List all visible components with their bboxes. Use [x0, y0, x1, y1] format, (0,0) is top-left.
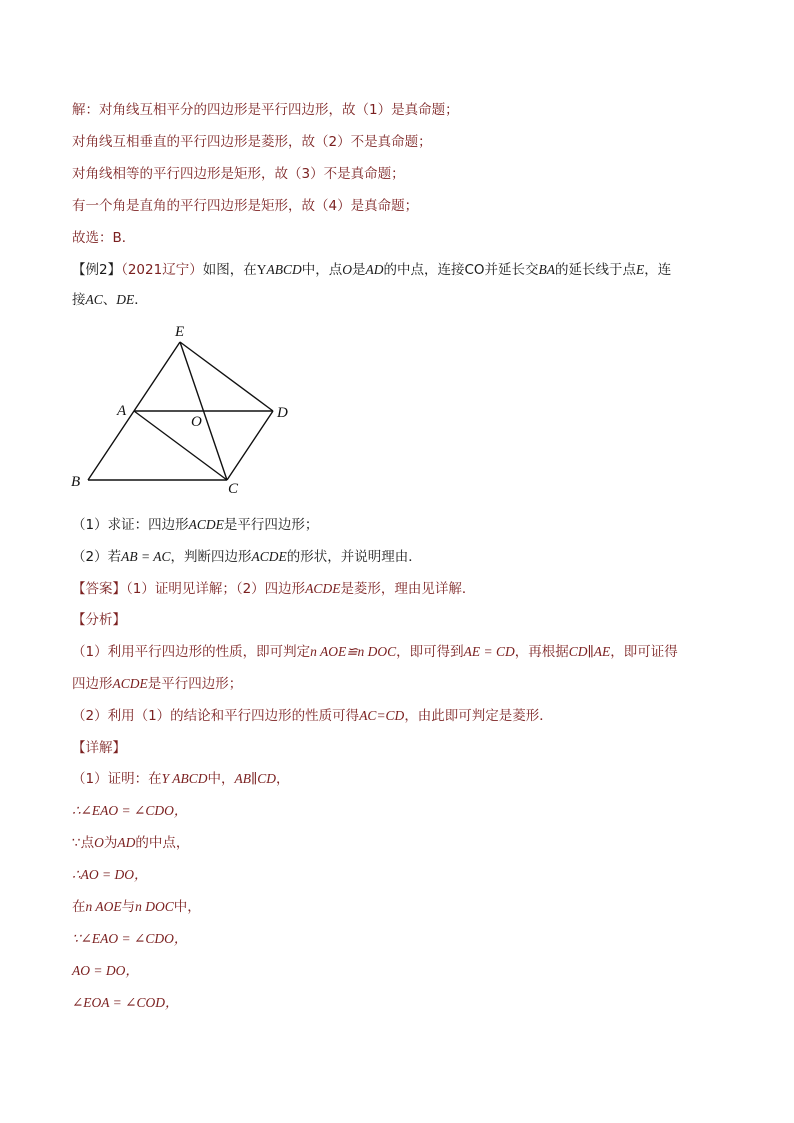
math-ba: BA — [538, 262, 556, 277]
math-acde: ACDE — [188, 517, 224, 532]
detail-text: ， — [275, 771, 290, 787]
detail-text: 在 — [72, 899, 86, 915]
math-acde: ACDE — [251, 549, 287, 564]
detail-text: ∵点 — [72, 835, 95, 851]
answer-text: 是菱形，理由见详解． — [340, 581, 476, 597]
question-1 — [72, 515, 318, 535]
example-text: 、 — [102, 292, 117, 308]
label-c: C — [228, 481, 239, 497]
math-ad: AD — [117, 835, 136, 850]
detail-text: 中， — [173, 899, 201, 915]
analysis-text: ，再根据 — [514, 644, 569, 660]
analysis-line-2 — [72, 674, 242, 694]
solution-line-2: 对角线互相垂直的平行四边形是菱形，故（2）不是真命题； — [72, 134, 432, 150]
detail-line-2: ∴∠EAO = ∠CDO， — [72, 803, 188, 818]
segment-dc — [227, 411, 273, 480]
solution-line-1: 解：对角线互相平分的四边形是平行四边形，故（1）是真命题； — [72, 102, 459, 118]
example-text: 的中点，连接CO并延长交 — [383, 262, 539, 278]
analysis-text: ，即可证得 — [610, 644, 678, 660]
solution-line-5: 故选：B． — [72, 230, 136, 246]
detail-label: 【详解】 — [72, 740, 126, 756]
question-text: （1）求证：四边形 — [72, 517, 189, 533]
solution-line-4: 有一个角是直角的平行四边形是矩形，故（4）是真命题； — [72, 198, 419, 214]
detail-text: 的中点， — [135, 835, 190, 851]
analysis-text: ，即可得到 — [396, 644, 464, 660]
analysis-label: 【分析】 — [72, 612, 126, 628]
math-triangle-aoe: n AOE — [85, 899, 122, 914]
segment-ed — [180, 342, 273, 411]
analysis-text: 是平行四边形； — [147, 676, 243, 692]
math-o: O — [342, 262, 352, 277]
example-text: 如图，在 — [202, 262, 257, 278]
math-e: E — [636, 262, 645, 277]
answer-label: 【答案】 — [72, 581, 126, 597]
detail-text: （1）证明：在 — [72, 771, 162, 787]
example-text: 是 — [351, 262, 366, 278]
segment-ac — [134, 411, 227, 480]
detail-text: 中， — [207, 771, 235, 787]
analysis-text: （1）利用平行四边形的性质，即可判定 — [72, 644, 311, 660]
analysis-text: （2）利用（1）的结论和平行四边形的性质可得 — [72, 708, 360, 724]
detail-line-3 — [72, 833, 189, 853]
analysis-line-1 — [72, 642, 678, 662]
math-ac: AC — [85, 292, 103, 307]
math-acde: ACDE — [305, 581, 341, 596]
example-line-2 — [72, 290, 148, 310]
geometry-figure — [65, 318, 305, 498]
example-text: 的延长线于点 — [555, 262, 637, 278]
math-de: DE — [116, 292, 135, 307]
label-d: D — [277, 405, 288, 421]
detail-line-1 — [72, 769, 289, 789]
analysis-line-3 — [72, 706, 553, 726]
label-b: B — [71, 474, 81, 490]
math-ac-eq-cd: AC=CD — [359, 708, 405, 723]
example-text: 接 — [72, 292, 86, 308]
math-cd-parallel-ae: CD∥AE — [568, 644, 611, 659]
example-label: 【例2】 — [72, 262, 122, 278]
answer-text: （1）证明见详解；（2）四边形 — [126, 581, 306, 597]
detail-line-8: ∠EOA = ∠COD， — [72, 995, 179, 1010]
question-text: 是平行四边形； — [223, 517, 319, 533]
math-parallelogram-abcd: Y ABCD — [161, 771, 208, 786]
example-text: 中，点 — [301, 262, 343, 278]
question-text: 的形状，并说明理由． — [286, 549, 422, 565]
math-ab-eq-ac: AB = AC — [121, 549, 171, 564]
label-o: O — [191, 414, 202, 430]
detail-line-5 — [72, 897, 201, 917]
answer-line — [72, 579, 475, 599]
detail-line-7: AO = DO， — [72, 963, 139, 978]
example-text: ． — [134, 292, 148, 308]
label-e: E — [175, 324, 185, 340]
math-acde: ACDE — [112, 676, 148, 691]
math-abcd: ABCD — [266, 262, 302, 277]
detail-text: 为 — [103, 835, 118, 851]
example-source: （2021辽宁） — [121, 262, 203, 278]
detail-text: 与 — [121, 899, 136, 915]
detail-line-4: ∴AO = DO， — [72, 867, 148, 882]
label-a: A — [117, 403, 127, 419]
question-text: （2）若 — [72, 549, 122, 565]
analysis-text: 四边形 — [72, 676, 113, 692]
question-2 — [72, 547, 422, 567]
detail-line-6: ∵∠EAO = ∠CDO， — [72, 931, 188, 946]
math-o: O — [94, 835, 104, 850]
analysis-text: ，由此即可判定是菱形． — [404, 708, 553, 724]
solution-line-3: 对角线相等的平行四边形是矩形，故（3）不是真命题； — [72, 166, 405, 182]
math-congruence: n AOE≌n DOC — [310, 644, 397, 659]
parallelogram-symbol: Y — [256, 262, 267, 277]
question-text: ，判断四边形 — [170, 549, 252, 565]
example-text: ，连 — [644, 262, 672, 278]
example-line-1 — [72, 260, 671, 280]
math-ae-eq-cd: AE = CD — [463, 644, 515, 659]
math-ab-parallel-cd: AB∥CD — [234, 771, 276, 786]
math-triangle-doc: n DOC — [135, 899, 174, 914]
math-ad: AD — [365, 262, 384, 277]
